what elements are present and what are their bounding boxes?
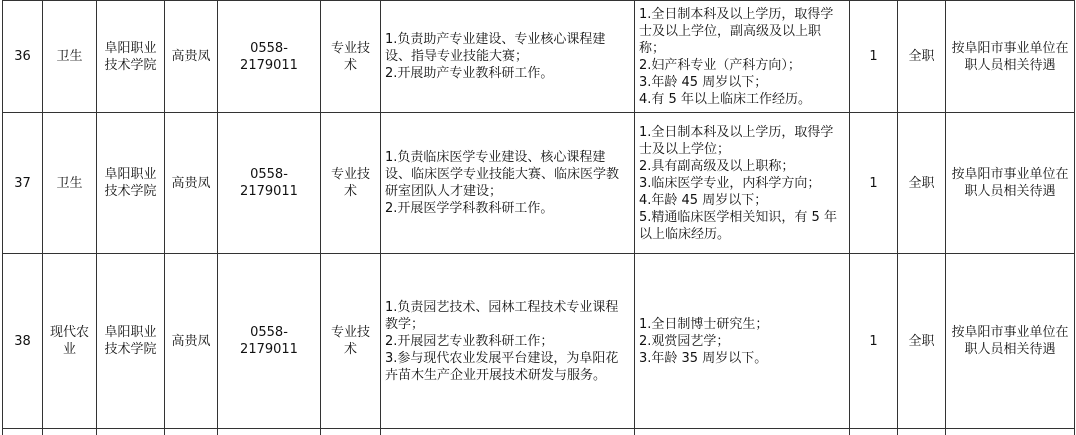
requirement-line: 3.年龄 35 周岁以下。 xyxy=(639,350,768,366)
requirement-line: 2.观赏园艺学； xyxy=(639,333,730,349)
unit-cell: 阜阳职业技术学院 xyxy=(97,254,165,429)
table-row xyxy=(3,1,1075,113)
row-number: 36 xyxy=(3,1,43,113)
category-cell: 现代农业 xyxy=(43,254,97,429)
requirements-cell xyxy=(635,1,850,113)
requirement-line: 1.全日制博士研究生； xyxy=(639,316,769,332)
phone-cell: 0558-2179011 xyxy=(218,113,321,254)
requirement-line: 2.具有副高级及以上职称； xyxy=(639,158,795,174)
category-cell: 卫生 xyxy=(43,1,97,113)
type-cell: 全职 xyxy=(898,1,946,113)
type-cell: 全职 xyxy=(898,113,946,254)
duties-cell xyxy=(381,113,635,254)
duties-cell xyxy=(381,254,635,429)
requirement-line: 3.临床医学专业，内科学方向； xyxy=(639,175,821,191)
post-cell: 专业技术 xyxy=(321,1,381,113)
row-number: 37 xyxy=(3,113,43,254)
contact-cell: 高贵凤 xyxy=(165,113,218,254)
count-cell: 1 xyxy=(850,1,898,113)
requirement-line: 3.年龄 45 周岁以下； xyxy=(639,74,768,90)
contact-cell: 高贵凤 xyxy=(165,254,218,429)
phone-cell: 0558-2179011 xyxy=(218,254,321,429)
table-row xyxy=(3,254,1075,429)
salary-cell: 按阜阳市事业单位在职人员相关待遇 xyxy=(946,254,1075,429)
requirement-line: 4.年龄 45 周岁以下； xyxy=(639,192,768,208)
duty-line: 2.开展助产专业教科研工作。 xyxy=(385,66,554,81)
duty-line: 1.负责临床医学专业建设、核心课程建设、临床医学专业技能大赛、临床医学教研室团队人才建设； xyxy=(385,150,620,199)
unit-cell: 阜阳职业技术学院 xyxy=(97,1,165,113)
requirement-line: 2.妇产科专业（产科方向）； xyxy=(639,57,801,73)
unit-cell: 阜阳职业技术学院 xyxy=(97,113,165,254)
contact-cell: 高贵凤 xyxy=(165,1,218,113)
recruitment-table xyxy=(2,0,1075,435)
salary-cell: 按阜阳市事业单位在职人员相关待遇 xyxy=(946,1,1075,113)
requirements-cell xyxy=(635,254,850,429)
row-number: 38 xyxy=(3,254,43,429)
requirement-line: 1.全日制本科及以上学历，取得学士及以上学位； xyxy=(639,124,834,157)
count-cell: 1 xyxy=(850,254,898,429)
post-cell: 专业技术 xyxy=(321,113,381,254)
salary-cell: 按阜阳市事业单位在职人员相关待遇 xyxy=(946,113,1075,254)
post-cell: 专业技术 xyxy=(321,254,381,429)
category-cell: 卫生 xyxy=(43,113,97,254)
duty-line: 3.参与现代农业发展平台建设，为阜阳花卉苗木生产企业开展技术研发与服务。 xyxy=(385,350,619,383)
duty-line: 1.负责助产专业建设、专业核心课程建设、指导专业技能大赛； xyxy=(385,32,606,64)
duty-line: 2.开展医学学科教科研工作。 xyxy=(385,201,554,216)
requirements-cell xyxy=(635,113,850,254)
duties-cell xyxy=(381,1,635,113)
phone-cell: 0558-2179011 xyxy=(218,1,321,113)
table-row-partial xyxy=(3,429,1075,435)
requirement-line: 5.精通临床医学相关知识，有 5 年以上临床经历。 xyxy=(639,209,837,242)
requirement-line: 4.有 5 年以上临床工作经历。 xyxy=(639,91,811,107)
type-cell: 全职 xyxy=(898,254,946,429)
duty-line: 1.负责园艺技术、园林工程技术专业课程教学； xyxy=(385,299,619,332)
count-cell: 1 xyxy=(850,113,898,254)
requirement-line: 1.全日制本科及以上学历，取得学士及以上学位，副高级及以上职称； xyxy=(639,6,834,56)
table-row xyxy=(3,113,1075,254)
duty-line: 2.开展园艺专业教科研工作； xyxy=(385,333,554,349)
